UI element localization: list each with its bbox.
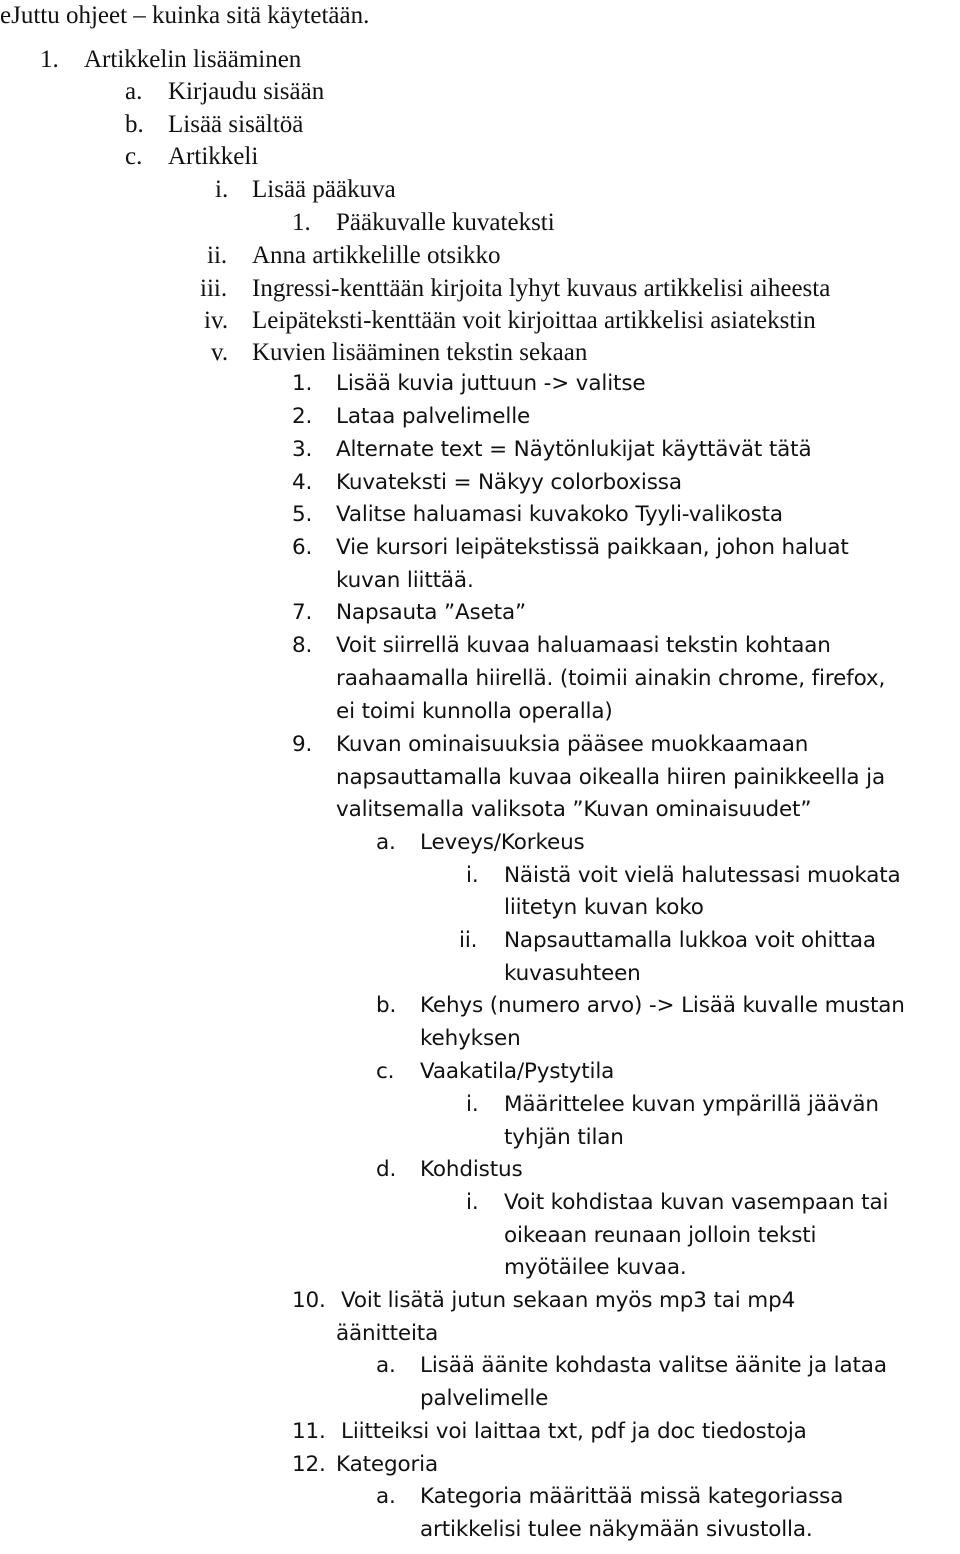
list-marker: a. xyxy=(376,1484,396,1509)
list-marker: b. xyxy=(376,993,397,1018)
list-marker: 12. xyxy=(292,1452,326,1477)
list-item-text: Näistä voit vielä halutessasi muokata xyxy=(504,863,901,888)
list-item-text: Kuvateksti = Näkyy colorboxissa xyxy=(336,470,682,495)
list-marker: i. xyxy=(466,1190,479,1215)
list-item-text: kuvan liittää. xyxy=(336,568,474,593)
list-item-text: tyhjän tilan xyxy=(504,1125,624,1150)
list-marker: ii. xyxy=(207,242,228,269)
list-marker: a. xyxy=(376,830,396,855)
list-item xyxy=(0,1355,960,1385)
list-item xyxy=(0,1290,960,1320)
list-marker: c. xyxy=(125,143,143,170)
list-marker: 8. xyxy=(292,633,313,658)
list-marker: c. xyxy=(376,1059,395,1084)
list-item-text: Kategoria määrittää missä kategoriassa xyxy=(420,1484,844,1509)
list-marker: 2. xyxy=(292,404,313,429)
list-item-continuation xyxy=(0,1323,960,1353)
list-item xyxy=(0,1421,960,1451)
list-item-text: Anna artikkelille otsikko xyxy=(252,242,501,269)
list-item-text: Kirjaudu sisään xyxy=(168,78,325,105)
list-marker: i. xyxy=(215,176,229,203)
list-item xyxy=(0,112,960,142)
list-marker: iii. xyxy=(200,275,228,302)
list-item xyxy=(0,373,960,403)
list-item-text: artikkelisi tulee näkymään sivustolla. xyxy=(420,1517,813,1542)
list-item-text: Vie kursori leipätekstissä paikkaan, johon haluat xyxy=(336,535,849,560)
list-item-text: Liitteiksi voi laittaa txt, pdf ja doc tiedostoja xyxy=(341,1419,807,1444)
list-marker: a. xyxy=(125,78,143,105)
list-item xyxy=(0,832,960,862)
list-item-text: palvelimelle xyxy=(420,1386,549,1411)
list-item xyxy=(0,1159,960,1189)
list-marker: 5. xyxy=(292,502,313,527)
list-item-text: Alternate text = Näytönlukijat käyttävät tätä xyxy=(336,437,812,462)
list-item-text: Artikkeli xyxy=(168,143,259,170)
list-marker: 3. xyxy=(292,437,313,462)
list-marker: 10. xyxy=(292,1288,326,1313)
list-item xyxy=(0,1192,960,1222)
list-item-text: raahaamalla hiirellä. (toimii ainakin chrome, firefox, xyxy=(336,666,886,691)
list-marker: 1. xyxy=(292,209,311,236)
list-item xyxy=(0,537,960,567)
list-marker: 11. xyxy=(292,1419,326,1444)
list-item-text: Pääkuvalle kuvateksti xyxy=(336,209,555,236)
list-item xyxy=(0,865,960,895)
list-item-text: Lisää pääkuva xyxy=(252,176,396,203)
list-item xyxy=(0,1486,960,1516)
list-item-text: Kuvien lisääminen tekstin sekaan xyxy=(252,339,588,366)
list-item xyxy=(0,144,960,174)
list-item-text: Valitse haluamasi kuvakoko Tyyli-valikosta xyxy=(336,502,783,527)
list-item-text: Napsauta ”Aseta” xyxy=(336,600,526,625)
list-marker: d. xyxy=(376,1157,397,1182)
list-marker: iv. xyxy=(204,307,229,334)
list-item xyxy=(0,635,960,665)
list-item-continuation xyxy=(0,701,960,731)
list-item-text: oikeaan reunaan jolloin teksti xyxy=(504,1223,817,1248)
list-item xyxy=(0,79,960,109)
list-marker: b. xyxy=(125,111,144,138)
list-item xyxy=(0,47,960,77)
list-item xyxy=(0,472,960,502)
list-item-continuation xyxy=(0,1388,960,1418)
list-item-text: Voit lisätä jutun sekaan myös mp3 tai mp4 xyxy=(341,1288,796,1313)
list-item-text: liitetyn kuvan koko xyxy=(504,895,704,920)
list-item-continuation xyxy=(0,963,960,993)
list-item-continuation xyxy=(0,897,960,927)
list-marker: i. xyxy=(466,863,479,888)
list-marker: ii. xyxy=(459,928,478,953)
list-item xyxy=(0,439,960,469)
list-item xyxy=(0,1094,960,1124)
list-item-text: Lisää äänite kohdasta valitse äänite ja lataa xyxy=(420,1353,887,1378)
document-title-text: eJuttu ohjeet – kuinka sitä käytetään. xyxy=(0,2,370,29)
list-item xyxy=(0,177,960,207)
list-item-text: Lataa palvelimelle xyxy=(336,404,531,429)
list-item-continuation xyxy=(0,1028,960,1058)
list-item-text: Leveys/Korkeus xyxy=(420,830,585,855)
list-item xyxy=(0,734,960,764)
list-item-continuation xyxy=(0,1127,960,1157)
list-item-text: Kuvan ominaisuuksia pääsee muokkaamaan xyxy=(336,732,809,757)
list-item-text: Artikkelin lisääminen xyxy=(84,46,302,73)
list-marker: 7. xyxy=(292,600,313,625)
list-item xyxy=(0,210,960,240)
list-item-text: Kategoria xyxy=(336,1452,438,1477)
list-marker: i. xyxy=(466,1092,479,1117)
list-item-text: kuvasuhteen xyxy=(504,961,641,986)
list-item xyxy=(0,1061,960,1091)
list-item xyxy=(0,602,960,632)
list-item-text: kehyksen xyxy=(420,1026,521,1051)
list-item-text: Kehys (numero arvo) -> Lisää kuvalle mustan xyxy=(420,993,905,1018)
list-item xyxy=(0,406,960,436)
list-item xyxy=(0,340,960,370)
list-item-continuation xyxy=(0,1225,960,1255)
list-marker: a. xyxy=(376,1353,396,1378)
list-item-text: Ingressi-kenttään kirjoita lyhyt kuvaus artikkelisi aiheesta xyxy=(252,275,831,302)
list-item-continuation xyxy=(0,1519,960,1549)
list-item-text: ei toimi kunnolla operalla) xyxy=(336,699,613,724)
list-marker: v. xyxy=(211,339,229,366)
list-item-text: Kohdistus xyxy=(420,1157,523,1182)
list-marker: 6. xyxy=(292,535,313,560)
list-item-text: Määrittelee kuvan ympärillä jäävän xyxy=(504,1092,879,1117)
list-item-text: myötäilee kuvaa. xyxy=(504,1255,687,1280)
list-item-continuation xyxy=(0,1257,960,1287)
list-item xyxy=(0,308,960,338)
list-item-continuation xyxy=(0,570,960,600)
list-item-text: Napsauttamalla lukkoa voit ohittaa xyxy=(504,928,876,953)
list-marker: 9. xyxy=(292,732,313,757)
list-item xyxy=(0,1454,960,1484)
list-item-text: valitsemalla valiksota ”Kuvan ominaisuudet” xyxy=(336,797,812,822)
list-item-continuation xyxy=(0,668,960,698)
list-item-text: napsauttamalla kuvaa oikealla hiiren painikkeella ja xyxy=(336,765,885,790)
list-item-text: Voit kohdistaa kuvan vasempaan tai xyxy=(504,1190,889,1215)
list-item-text: Voit siirrellä kuvaa haluamaasi tekstin kohtaan xyxy=(336,633,831,658)
list-item-continuation xyxy=(0,767,960,797)
list-item xyxy=(0,995,960,1025)
list-item xyxy=(0,243,960,273)
list-item-text: Lisää kuvia juttuun -> valitse xyxy=(336,371,646,396)
list-item xyxy=(0,504,960,534)
list-item-text: Vaakatila/Pystytila xyxy=(420,1059,615,1084)
list-item-continuation xyxy=(0,799,960,829)
list-item-text: äänitteita xyxy=(336,1321,439,1346)
list-marker: 1. xyxy=(292,371,313,396)
list-marker: 4. xyxy=(292,470,313,495)
list-marker: 1. xyxy=(40,46,59,73)
list-item xyxy=(0,930,960,960)
list-item xyxy=(0,276,960,306)
list-item-text: Leipäteksti-kenttään voit kirjoittaa artikkelisi asiatekstin xyxy=(252,307,816,334)
list-item-text: Lisää sisältöä xyxy=(168,111,304,138)
